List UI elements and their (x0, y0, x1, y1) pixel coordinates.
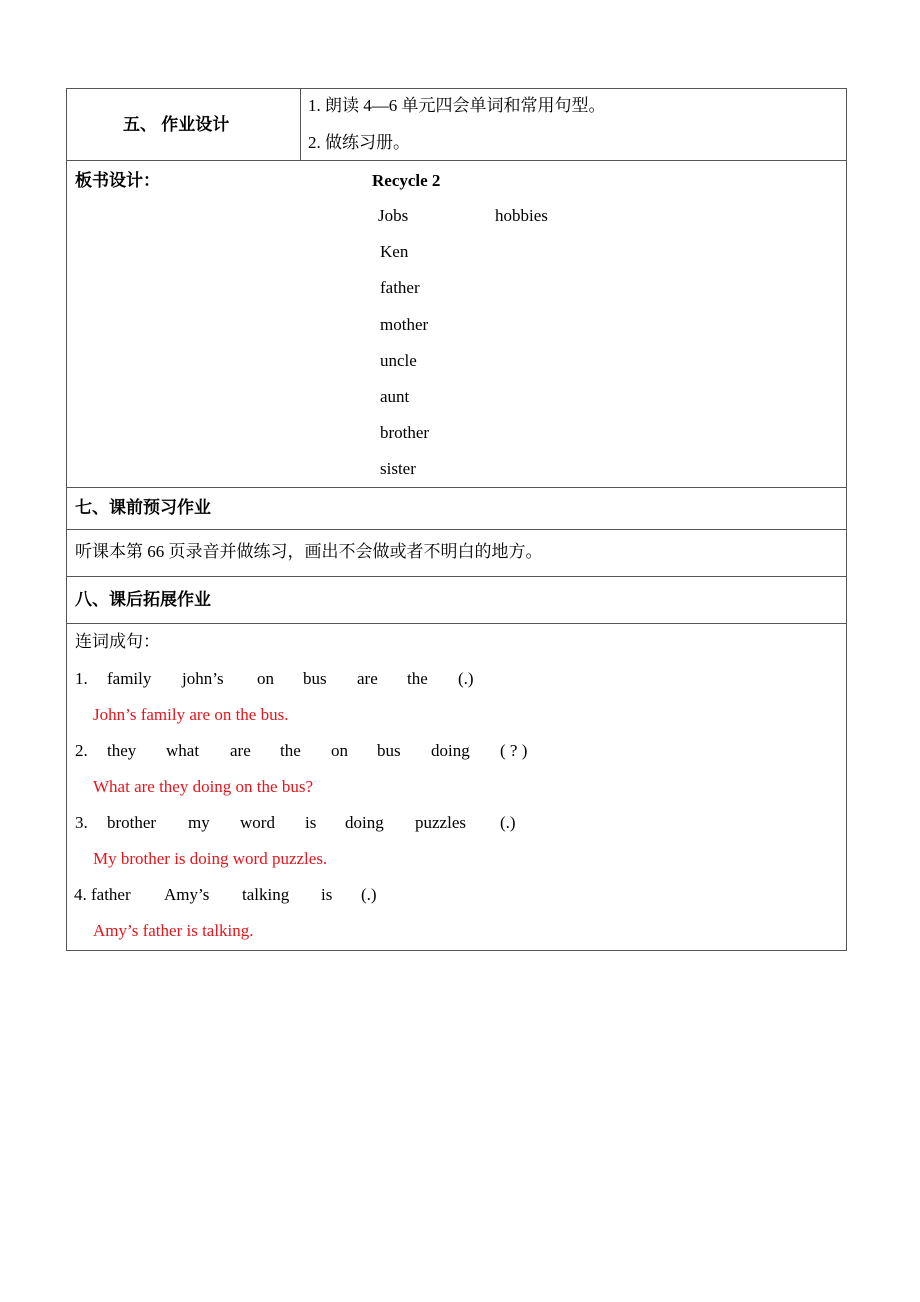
exercise-word: is (321, 885, 333, 904)
row-divider (66, 160, 846, 161)
exercise-word: family (107, 669, 152, 688)
board-word: Ken (380, 242, 409, 261)
exercise-word: what (166, 741, 200, 760)
extension-homework-heading: 八、课后拓展作业 (75, 590, 211, 609)
homework-item: 2. 做练习册。 (308, 133, 410, 152)
exercise-word: brother (107, 813, 157, 832)
exercise-answer: John’s family are on the bus. (93, 705, 289, 724)
exercise-word: 1. (75, 669, 88, 688)
column-divider (300, 88, 301, 160)
exercise-instruction: 连词成句： (75, 632, 160, 651)
board-word: father (380, 278, 420, 297)
exercise-word: ( ? ) (500, 741, 528, 760)
row-divider (66, 529, 846, 530)
exercise-word: (.) (500, 813, 516, 832)
exercise-word: 2. (75, 741, 88, 760)
exercise-word: is (305, 813, 317, 832)
exercise-word: are (230, 741, 251, 760)
board-title: Recycle 2 (372, 171, 441, 190)
exercise-word: talking (242, 885, 290, 904)
exercise-word: on (331, 741, 348, 760)
exercise-word: doing (431, 741, 470, 760)
exercise-answer: What are they doing on the bus? (93, 777, 313, 796)
board-word: sister (380, 459, 416, 478)
board-word: mother (380, 315, 429, 334)
exercise-word: my (188, 813, 210, 832)
exercise-answer: Amy’s father is talking. (93, 921, 254, 940)
homework-item: 1. 朗读 4—6 单元四会单词和常用句型。 (308, 96, 606, 115)
board-word: uncle (380, 351, 417, 370)
exercise-word: they (107, 741, 137, 760)
exercise-word: on (257, 669, 274, 688)
exercise-word: bus (303, 669, 327, 688)
preview-homework-text: 听课本第 66 页录音并做练习，画出不会做或者不明白的地方。 (75, 542, 543, 561)
board-word: brother (380, 423, 430, 442)
exercise-word: 3. (75, 813, 88, 832)
exercise-word: puzzles (415, 813, 466, 832)
exercise-word: doing (345, 813, 384, 832)
row-divider (66, 623, 846, 624)
row-divider (66, 487, 846, 488)
exercise-word: word (240, 813, 275, 832)
exercise-word: (.) (458, 669, 474, 688)
board-column-hobbies: hobbies (495, 206, 548, 225)
preview-homework-heading: 七、课前预习作业 (75, 498, 211, 517)
exercise-word: (.) (361, 885, 377, 904)
board-design-heading: 板书设计： (75, 171, 160, 190)
exercise-answer: My brother is doing word puzzles. (93, 849, 328, 868)
exercise-word: bus (377, 741, 401, 760)
exercise-word: are (357, 669, 378, 688)
board-column-jobs: Jobs (378, 206, 409, 225)
exercise-word: the (280, 741, 301, 760)
homework-design-heading: 五、 作业设计 (123, 115, 230, 134)
exercise-word: the (407, 669, 428, 688)
board-word: aunt (380, 387, 410, 406)
exercise-word: john’s (182, 669, 224, 688)
row-divider (66, 576, 846, 577)
exercise-word: 4. father (74, 885, 131, 904)
exercise-word: Amy’s (164, 885, 210, 904)
